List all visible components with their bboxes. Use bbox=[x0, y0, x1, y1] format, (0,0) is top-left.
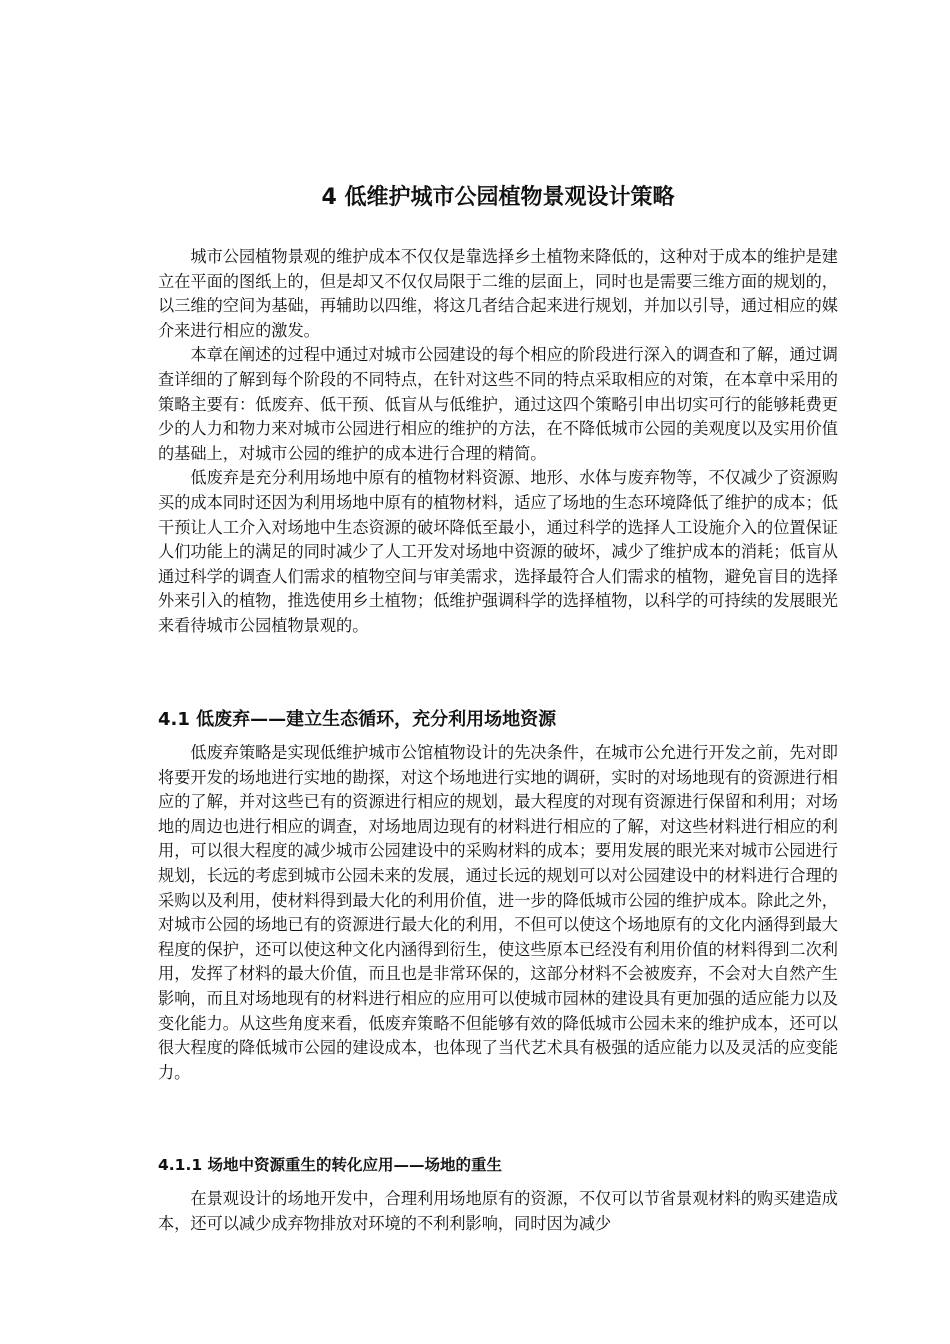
intro-paragraph-3: 低废弃是充分利用场地中原有的植物材料资源、地形、水体与废弃物等，不仅减少了资源购买的成本同时还因为利用场地中原有的植物材料，适应了场地的生态环境降低了维护的成本；低干预让人工介入对场地中生态资源的破坏降低至最小，通过科学的选择人工设施介入的位置保证人们功能上的满足的同时减少了人工开发对场地中资源的破坏，减少了维护成本的消耗；低盲从通过科学的调查人们需求的植物空间与审美需求，选择最符合人们需求的植物，避免盲目的选择外来引入的植物，推选使用乡土植物；低维护强调科学的选择植物，以科学的可持续的发展眼光来看待城市公园植物景观的。 bbox=[158, 468, 838, 635]
chapter-title: 4 低维护城市公园植物景观设计策略 bbox=[321, 185, 675, 210]
intro-paragraph-2: 本章在阐述的过程中通过对城市公园建设的每个相应的阶段进行深入的调查和了解，通过调查详细的了解到每个阶段的不同特点，在针对这些不同的特点采取相应的对策，在本章中采用的策略主要有：低废弃、低干预、低盲从与低维护，通过这四个策略引申出切实可行的能够耗费更少的人力和物力来对城市公园进行相应的维护的方法，在不降低城市公园的美观度以及实用价值的基础上，对城市公园的维护的成本进行合理的精简。 bbox=[158, 345, 838, 463]
section-4-1-1-body bbox=[158, 1187, 838, 1236]
section-heading-4-1: 4.1 低废弃——建立生态循环，充分利用场地资源 bbox=[158, 709, 557, 730]
section-4-1-1-paragraph-1: 在景观设计的场地开发中，合理利用场地原有的资源，不仅可以节省景观材料的购买建造成本，还可以减少成弃物排放对环境的不利利影响，同时因为减少 bbox=[158, 1189, 838, 1233]
intro-paragraph-1: 城市公园植物景观的维护成本不仅仅是靠选择乡土植物来降低的，这种对于成本的维护是建立在平面的图纸上的，但是却又不仅仅局限于二维的层面上，同时也是需要三维方面的规划的，以三维的空间为基础，再辅助以四维，将这几者结合起来进行规划，并加以引导，通过相应的媒介来进行相应的激发。 bbox=[158, 247, 838, 340]
section-4-1-body bbox=[158, 741, 838, 1085]
section-4-1-paragraph-1: 低废弃策略是实现低维护城市公馆植物设计的先决条件，在城市公允进行开发之前，先对即将要开发的场地进行实地的勘探，对这个场地进行实地的调研，实时的对场地现有的资源进行相应的了解，并对这些已有的资源进行相应的规划，最大程度的对现有资源进行保留和利用；对场地的周边也进行相应的调查，对场地周边现有的材料进行相应的了解，对这些材料进行相应的利用，可以很大程度的减少城市公园建设中的采购材料的成本；要用发展的眼光来对城市公园进行规划，长远的考虑到城市公园未来的发展，通过长远的规划可以对公园建设中的材料进行合理的采购以及利用，使材料得到最大化的利用价值，进一步的降低城市公园的维护成本。除此之外，对城市公园的场地已有的资源进行最大化的利用，不但可以使这个场地原有的文化内涵得到最大程度的保护，还可以使这种文化内涵得到衍生，使这些原本已经没有利用价值的材料得到二次利用，发挥了材料的最大价值，而且也是非常环保的，这部分材料不会被废弃，不会对大自然产生影响，而且对场地现有的材料进行相应的应用可以使城市园林的建设具有更加强的适应能力以及变化能力。从这些角度来看，低废弃策略不但能够有效的降低城市公园未来的维护成本，还可以很大程度的降低城市公园的建设成本，也体现了当代艺术具有极强的适应能力以及灵活的应变能力。 bbox=[158, 743, 838, 1082]
intro-section bbox=[158, 245, 838, 639]
section-heading-4-1-1: 4.1.1 场地中资源重生的转化应用——场地的重生 bbox=[158, 1156, 503, 1174]
